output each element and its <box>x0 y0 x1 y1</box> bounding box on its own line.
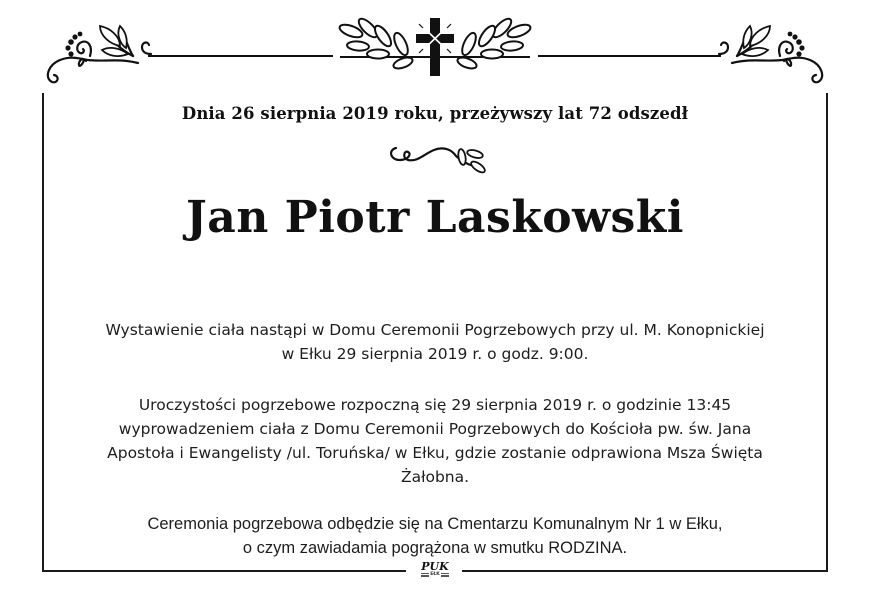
floral-flourish-icon <box>717 18 832 88</box>
logo-sub-text: EŁK <box>430 572 440 577</box>
ceremony-paragraph <box>60 393 810 489</box>
puk-elk-logo <box>412 561 458 578</box>
top-rule-left <box>148 55 333 57</box>
logo-main-text: PUK <box>421 560 449 573</box>
intro-text: Dnia 26 sierpnia 2019 roku, przeżywszy lat 72 odszedł <box>181 104 689 123</box>
frame-left-border <box>42 93 44 571</box>
frame-bottom-border-right <box>462 570 828 572</box>
logo-bars-icon <box>441 573 449 577</box>
paragraph-line: w Ełku 29 sierpnia 2019 r. o godz. 9:00. <box>281 345 589 363</box>
logo-sub <box>412 572 458 578</box>
logo-bars-icon <box>421 573 429 577</box>
vine-leaf-icon <box>386 140 486 174</box>
paragraph-line: o czym zawiadamia pogrążona w smutku RODZINA. <box>242 539 628 557</box>
frame-bottom-border-left <box>42 570 406 572</box>
paragraph-line: Żałobna. <box>400 468 470 486</box>
paragraph-line: Wystawienie ciała nastąpi w Domu Ceremonii Pogrzebowych przy ul. M. Konopnickiej <box>105 321 765 339</box>
top-rule-right <box>538 55 721 57</box>
paragraph-line: Uroczystości pogrzebowe rozpoczną się 29 sierpnia 2019 r. o godzinie 13:45 <box>138 396 732 414</box>
floral-flourish-icon <box>38 18 153 88</box>
viewing-paragraph <box>60 318 810 366</box>
deceased-name: Jan Piotr Laskowski <box>185 192 684 243</box>
cross-with-laurel-icon <box>335 14 535 80</box>
paragraph-line: Apostoła i Ewangelisty /ul. Toruńska/ w Ełku, gdzie zostanie odprawiona Msza Święta <box>107 444 763 462</box>
frame-right-border <box>826 93 828 571</box>
paragraph-line: wyprowadzeniem ciała z Domu Ceremonii Pogrzebowych do Kościoła pw. św. Jana <box>118 420 752 438</box>
burial-paragraph <box>60 512 810 560</box>
paragraph-line: Ceremonia pogrzebowa odbędzie się na Cmentarzu Komunalnym Nr 1 w Ełku, <box>147 515 723 533</box>
